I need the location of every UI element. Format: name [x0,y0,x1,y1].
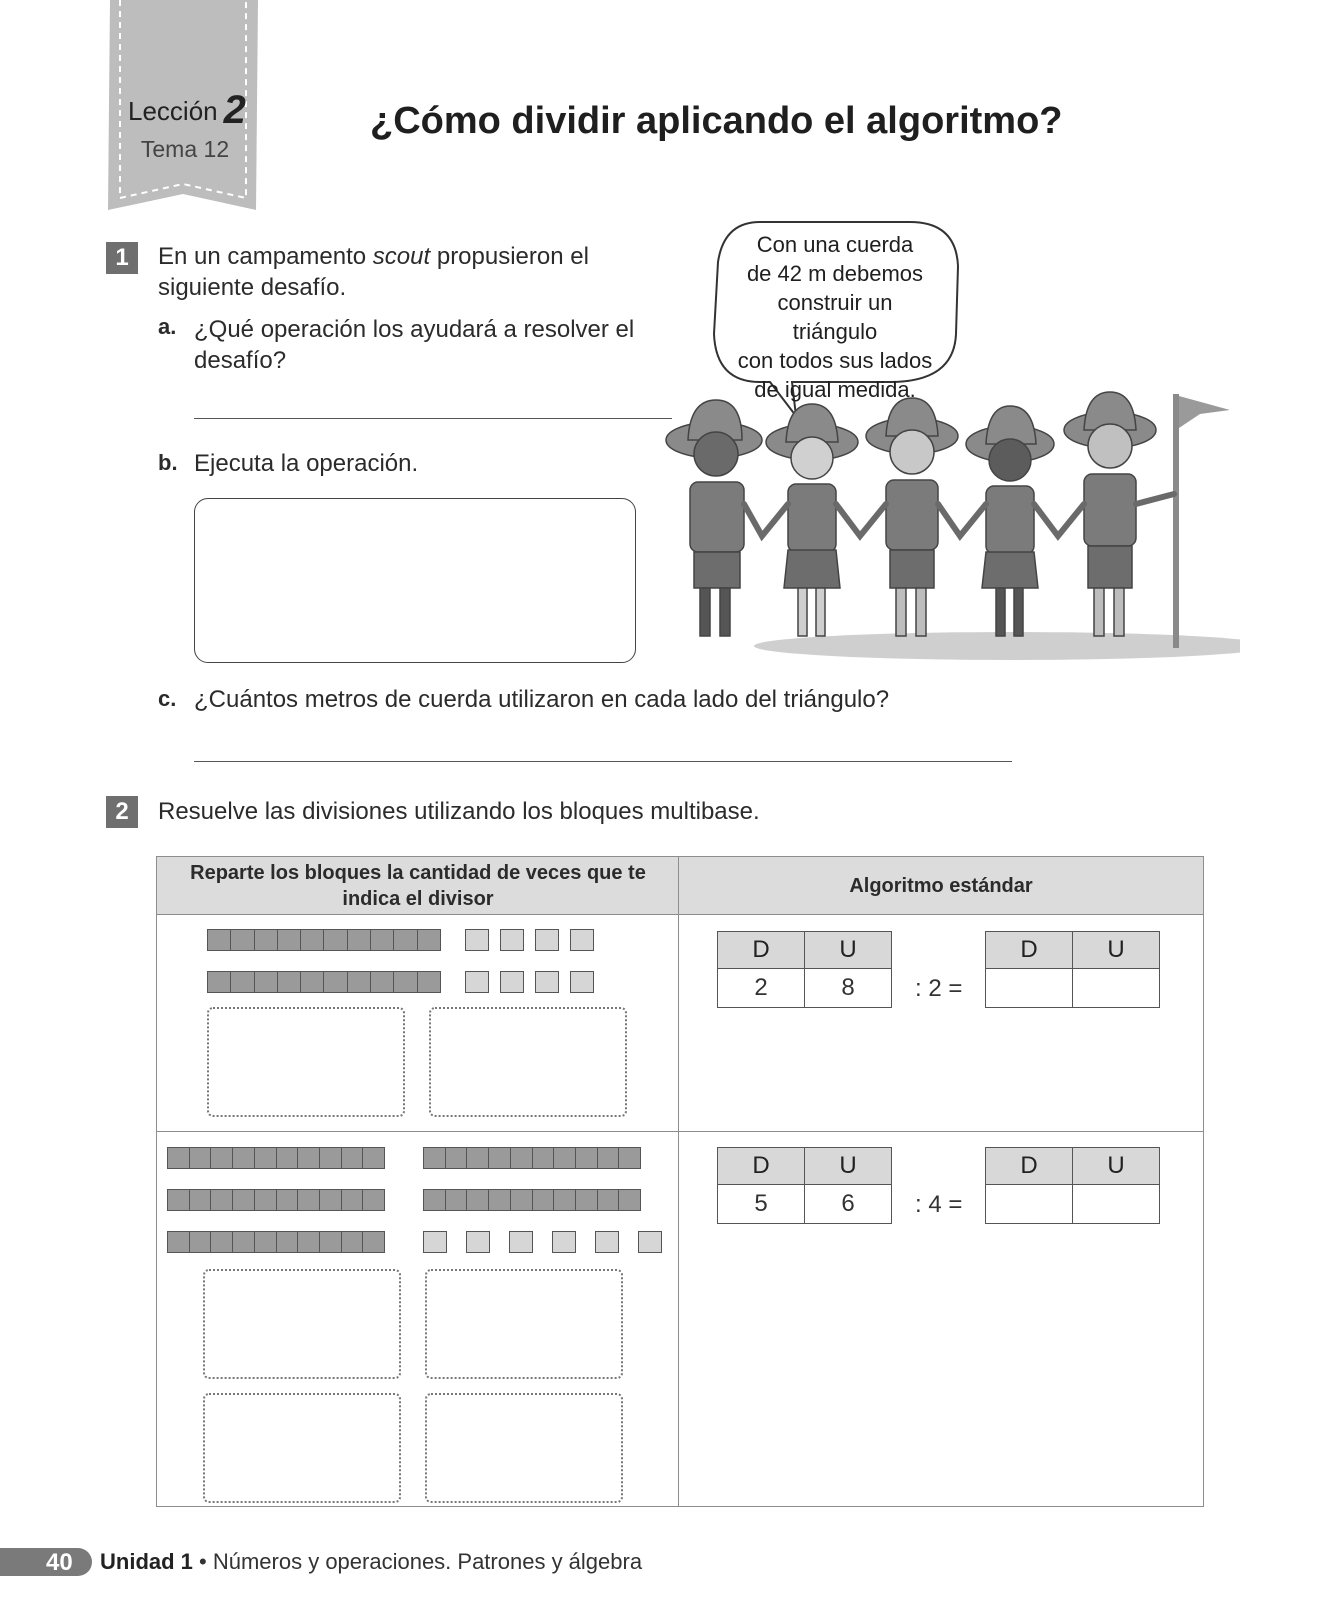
lesson-number: 2 [223,88,246,132]
unit-cube [465,929,489,951]
share-box[interactable] [429,1007,627,1117]
share-box[interactable] [425,1393,623,1503]
question-1-number: 1 [106,242,138,274]
dividend-table: D U 2 8 [717,931,892,1008]
answer-line-a[interactable] [194,418,672,419]
page-title: ¿Cómo dividir aplicando el algoritmo? [370,100,1063,142]
item-b-letter: b. [158,450,178,475]
blocks-table [156,856,1204,1507]
quotient-u-cell[interactable] [1073,969,1160,1008]
unit-cube [552,1231,576,1253]
unit-cube [535,929,559,951]
quotient-u-cell[interactable] [1073,1185,1160,1224]
unit-cube [638,1231,662,1253]
page-number: 40 [46,1549,73,1576]
ten-rod [423,1189,641,1211]
question-1-intro: En un campamento scout propusieron el siguiente desafío. [158,243,589,301]
unit-cube [500,929,524,951]
quotient-table: D U [985,1147,1160,1224]
answer-line-c[interactable] [194,761,1012,762]
item-a-letter: a. [158,314,177,339]
lesson-ribbon [108,0,262,218]
ten-rod [167,1147,385,1169]
share-box[interactable] [203,1393,401,1503]
unit-cube [595,1231,619,1253]
unit-cube [509,1231,533,1253]
col2-header: Algoritmo estándar [679,857,1203,915]
unit-cube [500,971,524,993]
unit-cube [535,971,559,993]
speech-bubble: Con una cuerda de 42 m debemos construir un triángulo con todos sus lados de igual medida. [737,232,933,402]
quotient-d-cell[interactable] [986,969,1073,1008]
share-box[interactable] [203,1269,401,1379]
answer-box-b[interactable] [194,498,636,663]
ten-rod [167,1231,385,1253]
quotient-d-cell[interactable] [986,1185,1073,1224]
item-b-text: Ejecuta la operación. [194,450,419,477]
item-a-text: ¿Qué operación los ayudará a resolver el desafío? [194,316,635,374]
division-operator: : 2 = [915,975,963,1002]
question-2-text: Resuelve las divisiones utilizando los bloques multibase. [158,798,760,825]
unit-cube [570,929,594,951]
ten-rod [207,971,441,993]
ten-rod [207,929,441,951]
unit-cube [465,971,489,993]
ten-rod [423,1147,641,1169]
dividend-table: D U 5 6 [717,1147,892,1224]
lesson-label: Lección 2 [128,88,246,132]
question-2-number: 2 [106,796,138,828]
col1-header: Reparte los bloques la cantidad de veces que te indica el divisor [157,857,679,915]
ten-rod [167,1189,385,1211]
share-box[interactable] [207,1007,405,1117]
unit-cube [570,971,594,993]
unit-cube [423,1231,447,1253]
lesson-topic: Tema 12 [140,136,230,162]
division-operator: : 4 = [915,1191,963,1218]
share-box[interactable] [425,1269,623,1379]
item-c-text: ¿Cuántos metros de cuerda utilizaron en cada lado del triángulo? [194,686,890,713]
quotient-table: D U [985,931,1160,1008]
footer-unit: Unidad 1 • Números y operaciones. Patrones y álgebra [100,1549,643,1574]
item-c-letter: c. [158,686,177,711]
unit-cube [466,1231,490,1253]
